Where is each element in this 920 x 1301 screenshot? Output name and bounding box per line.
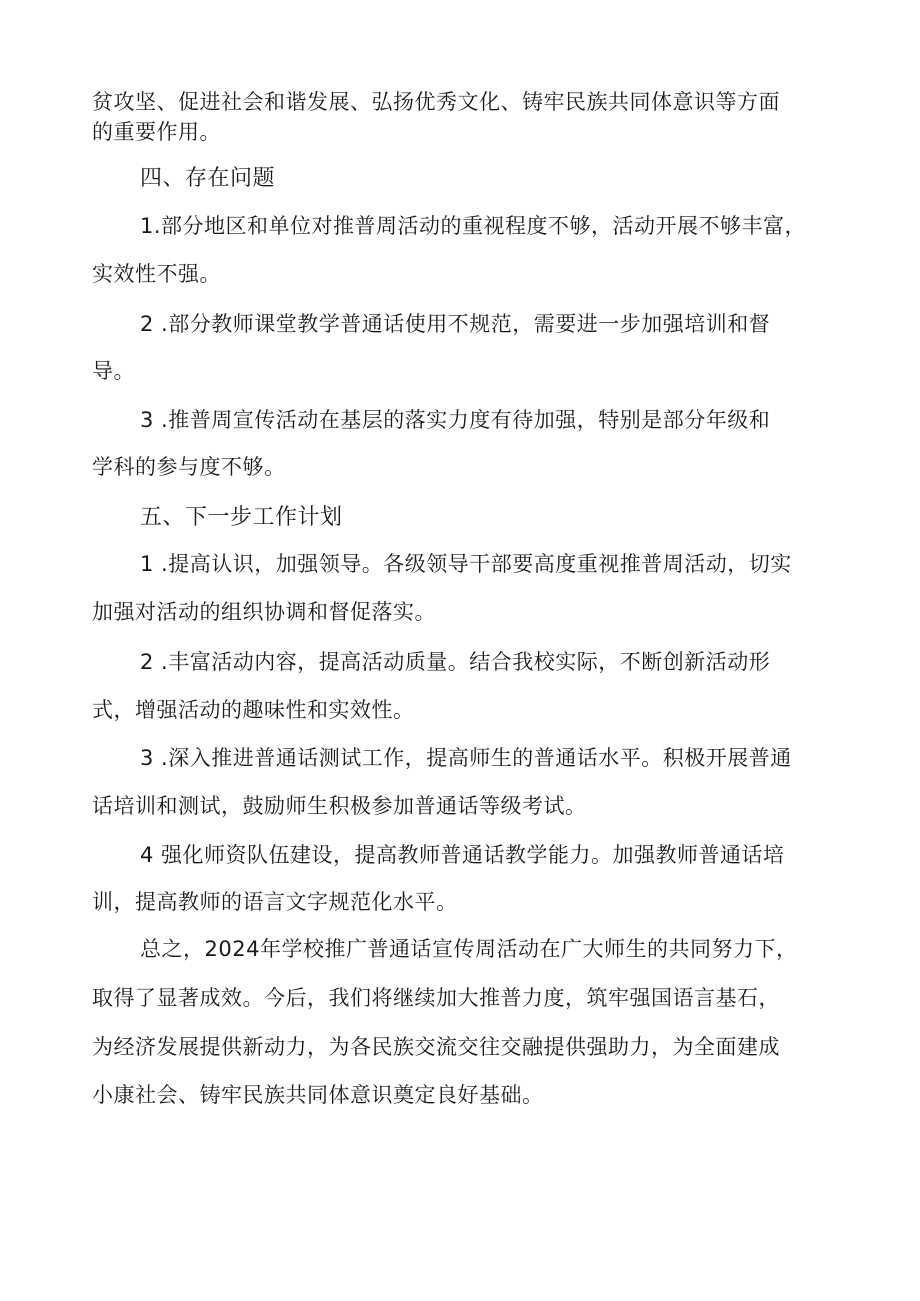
conclusion-line-4: 小康社会、铸牢民族共同体意识奠定良好基础。 <box>92 1083 544 1107</box>
section-5-item-1-line-1: 1 .提高认识，加强领导。各级领导干部要高度重视推普周活动，切实 <box>140 552 792 576</box>
intro-line-2: 的重要作用。 <box>92 120 221 144</box>
section-5-item-4-line-1: 4 强化师资队伍建设，提高教师普通话教学能力。加强教师普通话培 <box>140 843 785 867</box>
section-4-item-3-line-1: 3 .推普周宣传活动在基层的落实力度有待加强，特别是部分年级和 <box>140 408 771 432</box>
conclusion-line-2: 取得了显著成效。今后，我们将继续加大推普力度，筑牢强国语言基石， <box>92 986 780 1010</box>
section-4-item-3-line-2: 学科的参与度不够。 <box>92 455 286 479</box>
intro-line-1: 贫攻坚、促进社会和谐发展、弘扬优秀文化、铸牢民族共同体意识等方面 <box>92 90 780 114</box>
section-5-item-4-line-2: 训，提高教师的语言文字规范化水平。 <box>92 890 458 914</box>
section-4-item-2-line-2: 导。 <box>92 359 135 383</box>
section-4-item-1-line-2: 实效性不强。 <box>92 262 221 286</box>
conclusion-line-1: 总之，2024年学校推广普通话宣传周活动在广大师生的共同努力下， <box>140 937 798 961</box>
section-5-item-3-line-2: 话培训和测试，鼓励师生积极参加普通话等级考试。 <box>92 794 587 818</box>
conclusion-line-3: 为经济发展提供新动力，为各民族交流交往交融提供强助力，为全面建成 <box>92 1035 780 1059</box>
section-4-item-1-line-1: 1.部分地区和单位对推普周活动的重视程度不够，活动开展不够丰富， <box>140 214 807 238</box>
section-5-heading: 五、下一步工作计划 <box>140 505 343 530</box>
section-5-item-3-line-1: 3 .深入推进普通话测试工作，提高师生的普通话水平。积极开展普通 <box>140 746 792 770</box>
section-5-item-1-line-2: 加强对活动的组织协调和督促落实。 <box>92 600 436 624</box>
section-4-heading: 四、存在问题 <box>140 166 276 191</box>
section-5-item-2-line-1: 2 .丰富活动内容，提高活动质量。结合我校实际，不断创新活动形 <box>140 650 771 674</box>
section-5-item-2-line-2: 式，增强活动的趣味性和实效性。 <box>92 698 415 722</box>
section-4-item-2-line-1: 2 .部分教师课堂教学普通话使用不规范，需要进一步加强培训和督 <box>140 312 771 336</box>
